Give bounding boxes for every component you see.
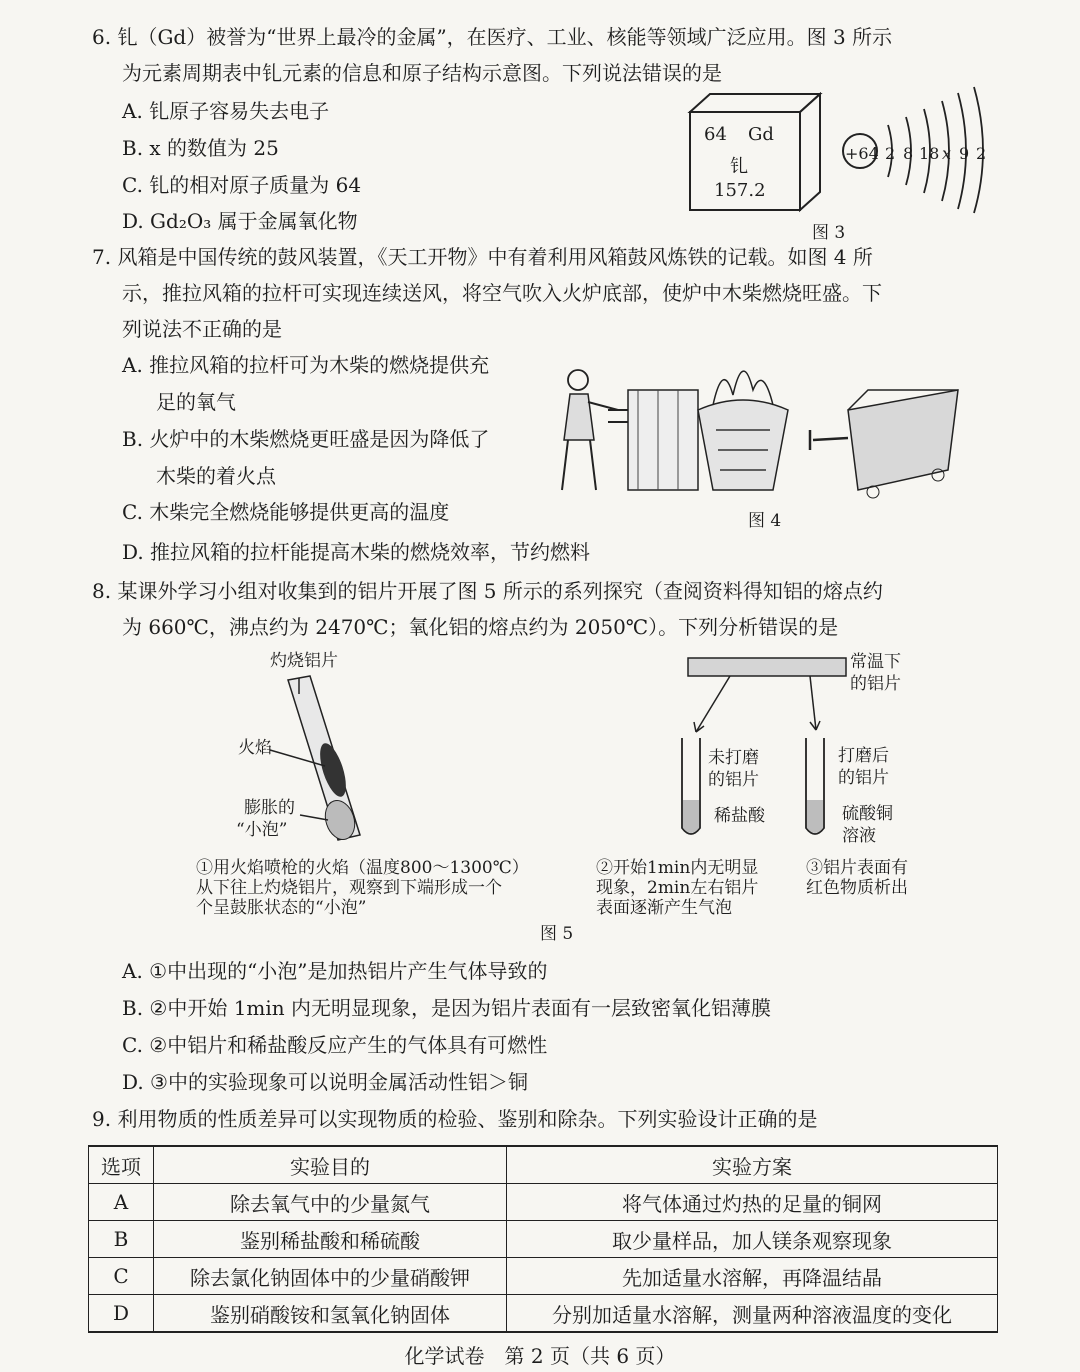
element-symbol: Gd <box>748 124 774 145</box>
q8-stem-line1: 8. 某课外学习小组对收集到的铝片开展了图 5 所示的系列探究（查阅资料得知铝的熔点约 <box>92 579 883 603</box>
table-header-row <box>89 1146 998 1184</box>
fig5-caption2-line3: 表面逐渐产生气泡 <box>596 898 732 918</box>
fig5-caption3-line2: 红色物质析出 <box>806 878 908 898</box>
fig5-tube2-label2: 的铝片 <box>838 768 889 788</box>
q8-option-b: B. ②中开始 1min 内无明显现象，是因为铝片表面有一层致密氧化铝薄膜 <box>122 996 772 1020</box>
row-c-purpose: 除去氯化钠固体中的少量硝酸钾 <box>154 1258 507 1295</box>
q8-option-d: D. ③中的实验现象可以说明金属活动性铝＞铜 <box>122 1070 528 1094</box>
row-d-plan: 分别加适量水溶解，测量两种溶液温度的变化 <box>507 1295 998 1333</box>
q6-option-a: A. 钆原子容易失去电子 <box>122 99 330 123</box>
fig5-bubble-label2: “小泡” <box>236 820 288 840</box>
fig5-tube1-label3: 稀盐酸 <box>714 806 765 826</box>
q9-options-table <box>88 1145 998 1333</box>
figure-4-caption: 图 4 <box>748 511 782 531</box>
fig5-tube1-label1: 未打磨 <box>708 748 759 768</box>
figure-3-caption: 图 3 <box>812 223 846 243</box>
shell-6: 2 <box>976 144 987 163</box>
row-d-purpose: 鉴别硝酸铵和氢氧化钠固体 <box>154 1295 507 1333</box>
header-plan: 实验方案 <box>507 1146 998 1184</box>
figure-5-caption: 图 5 <box>540 924 574 944</box>
shell-1: 2 <box>885 144 896 163</box>
header-purpose: 实验目的 <box>154 1146 507 1184</box>
q8-stem-line2: 为 660℃，沸点约为 2470℃；氧化铝的熔点约为 2050℃）。下列分析错误的是 <box>122 615 839 639</box>
q7-option-b-line1: B. 火炉中的木柴燃烧更旺盛是因为降低了 <box>122 427 490 451</box>
row-b-option: B <box>89 1221 154 1258</box>
row-a-purpose: 除去氧气中的少量氮气 <box>154 1184 507 1221</box>
q7-option-a-line2: 足的氧气 <box>156 390 236 414</box>
row-d-option: D <box>89 1295 154 1333</box>
q6-stem-line2: 为元素周期表中钆元素的信息和原子结构示意图。下列说法错误的是 <box>122 61 722 85</box>
element-number: 64 <box>704 124 727 145</box>
row-b-plan: 取少量样品，加人镁条观察现象 <box>507 1221 998 1258</box>
shell-5: 9 <box>959 144 970 163</box>
q7-option-c: C. 木柴完全燃烧能够提供更高的温度 <box>122 500 450 524</box>
q6-option-d: D. Gd₂O₃ 属于金属氧化物 <box>122 209 358 233</box>
q7-stem-line2: 示，推拉风箱的拉杆可实现连续送风，将空气吹入火炉底部，使炉中木柴燃烧旺盛。下 <box>122 281 882 305</box>
page-footer: 化学试卷 第 2 页（共 6 页） <box>404 1344 676 1368</box>
table-row <box>89 1221 998 1258</box>
table-row <box>89 1295 998 1333</box>
header-option: 选项 <box>89 1146 154 1184</box>
q7-option-d: D. 推拉风箱的拉杆能提高木柴的燃烧效率，节约燃料 <box>122 540 591 564</box>
element-mass: 157.2 <box>714 180 766 201</box>
table-row <box>89 1184 998 1221</box>
fig5-caption2-line1: ②开始1min内无明显 <box>596 858 759 878</box>
q7-stem-line1: 7. 风箱是中国传统的鼓风装置，《天工开物》中有着利用风箱鼓风炼铁的记载。如图 4 所 <box>92 245 873 269</box>
q7-stem-line3: 列说法不正确的是 <box>122 317 282 341</box>
table-row <box>89 1258 998 1295</box>
q7-option-b-line2: 木柴的着火点 <box>156 464 276 488</box>
q7-option-a-line1: A. 推拉风箱的拉杆可为木柴的燃烧提供充 <box>122 353 490 377</box>
fig5-caption2-line2: 现象，2min左右铝片 <box>596 878 759 898</box>
shell-2: 8 <box>903 144 914 163</box>
fig5-tube2-label3: 硫酸铜 <box>842 804 893 824</box>
fig5-flame-label: 火焰 <box>238 738 272 758</box>
fig5-caption1-line2: 从下往上灼烧铝片，观察到下端形成一个 <box>196 878 502 898</box>
fig5-tube2-label1: 打磨后 <box>838 746 889 766</box>
q8-option-c: C. ②中铝片和稀盐酸反应产生的气体具有可燃性 <box>122 1033 548 1057</box>
fig5-burn-label: 灼烧铝片 <box>270 651 338 671</box>
fig5-tube1-label2: 的铝片 <box>708 770 759 790</box>
q6-option-b: B. x 的数值为 25 <box>122 136 279 160</box>
fig5-bubble-label1: 膨胀的 <box>244 798 295 818</box>
fig5-caption1-line1: ①用火焰喷枪的火焰（温度800～1300℃） <box>196 858 529 878</box>
row-a-option: A <box>89 1184 154 1221</box>
element-name: 钆 <box>730 156 748 177</box>
q9-stem: 9. 利用物质的性质差异可以实现物质的检验、鉴别和除杂。下列实验设计正确的是 <box>92 1107 818 1131</box>
fig5-caption1-line3: 个呈鼓胀状态的“小泡” <box>196 898 367 918</box>
row-c-option: C <box>89 1258 154 1295</box>
shell-3: 18 <box>919 144 940 163</box>
fig5-room-label1: 常温下 <box>850 652 901 672</box>
shell-4: x <box>942 144 952 163</box>
row-a-plan: 将气体通过灼热的足量的铜网 <box>507 1184 998 1221</box>
q6-option-c: C. 钆的相对原子质量为 64 <box>122 173 362 197</box>
nucleus-charge: +64 <box>845 144 879 163</box>
bellows-illustration <box>548 350 968 510</box>
q6-stem-line1: 6. 钆（Gd）被誉为“世界上最冷的金属”，在医疗、工业、核能等领域广泛应用。图 3 所示 <box>92 25 893 49</box>
q8-option-a: A. ①中出现的“小泡”是加热铝片产生气体导致的 <box>122 959 548 983</box>
row-b-purpose: 鉴别稀盐酸和稀硫酸 <box>154 1221 507 1258</box>
row-c-plan: 先加适量水溶解，再降温结晶 <box>507 1258 998 1295</box>
fig5-tube2-label4: 溶液 <box>842 826 876 846</box>
fig5-room-label2: 的铝片 <box>850 674 901 694</box>
fig5-caption3-line1: ③铝片表面有 <box>806 858 908 878</box>
